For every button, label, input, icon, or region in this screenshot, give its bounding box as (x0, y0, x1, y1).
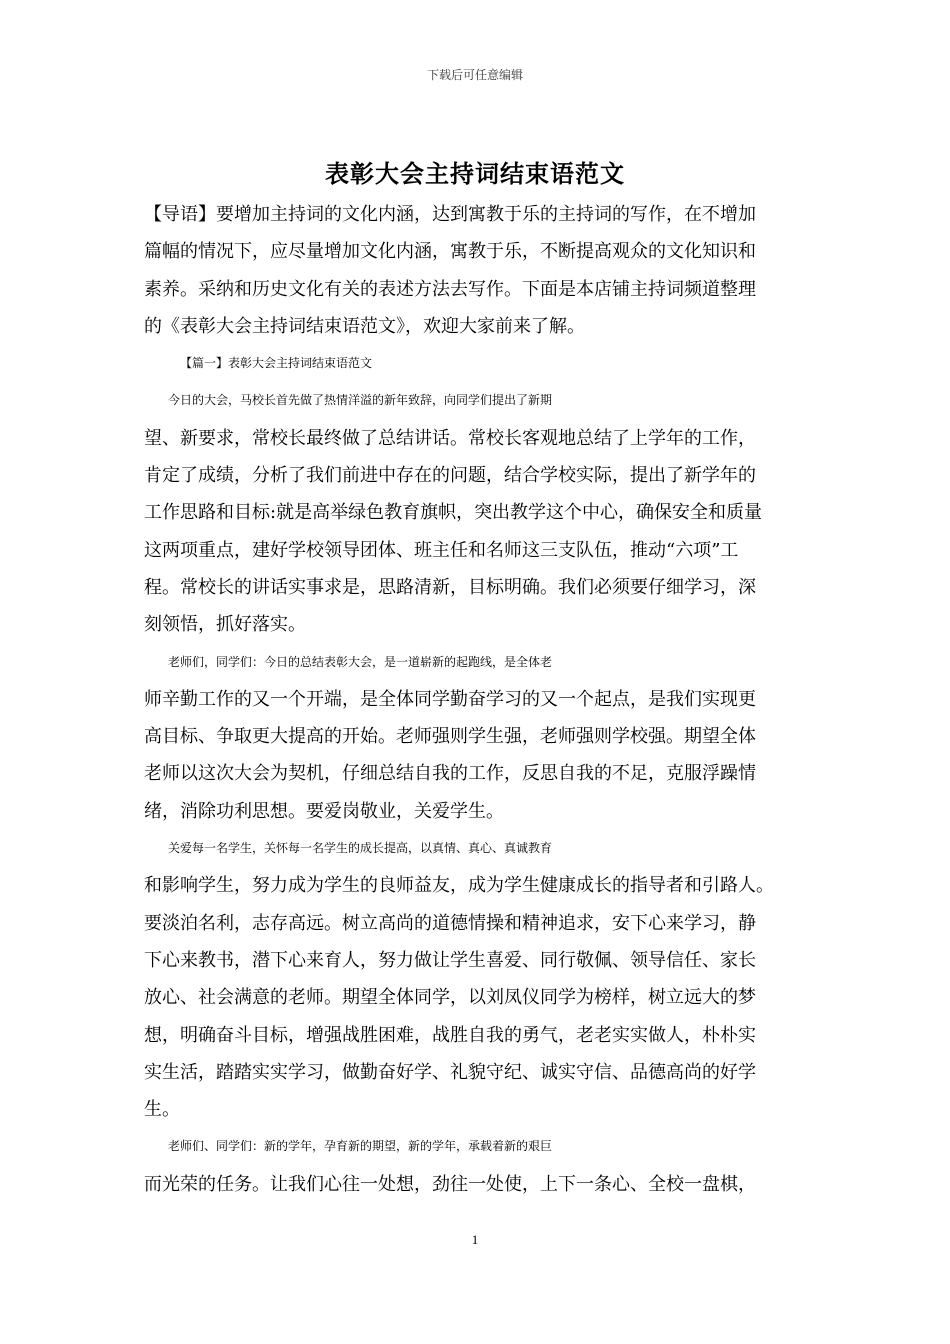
document-body (144, 196, 814, 1203)
text-line: 刻领悟，抓好落实。 (144, 614, 306, 636)
paragraph (144, 382, 814, 643)
text-line: 下心来教书，潜下心来育人，努力做让学生喜爱、同行敬佩、领导信任、家长 (144, 949, 756, 971)
text-line: 想，明确奋斗目标，增强战胜困难，战胜自我的勇气，老老实实做人，朴朴实 (144, 1024, 756, 1046)
text-line: 实生活，踏踏实实学习，做勤奋好学、礼貌守纪、诚实守信、品德高尚的好学 (144, 1061, 756, 1083)
paragraph (144, 1128, 814, 1203)
text-line: 工作思路和目标:就是高举绿色教育旗帜，突出教学这个中心，确保安全和质量 (144, 502, 763, 524)
text-line: 素养。采纳和历史文化有关的表述方法去写作。下面是本店铺主持词频道整理 (144, 278, 756, 300)
paragraph (144, 644, 814, 830)
text-line: 生。 (144, 1099, 180, 1121)
header-note: 下载后可任意编辑 (426, 68, 523, 82)
text-line: 程。常校长的讲话实事求是，思路清新，目标明确。我们必须要仔细学习，深 (144, 576, 756, 598)
text-line: 和影响学生，努力成为学生的良师益友，成为学生健康成长的指导者和引路人。 (144, 875, 774, 897)
text-line: 而光荣的任务。让我们心往一处想，劲往一处使，上下一条心、全校一盘棋， (144, 1173, 756, 1195)
text-line: 放心、社会满意的老师。期望全体同学，以刘凤仪同学为榜样，树立远大的梦 (144, 987, 756, 1009)
text-line: 关爱每一名学生，关怀每一名学生的成长提高，以真情、真心、真诚教育 (168, 841, 553, 856)
text-line: 绪，消除功利思想。要爱岗敬业，关爱学生。 (144, 800, 504, 822)
document-title: 表彰大会主持词结束语范文 (325, 159, 625, 188)
paragraph (144, 830, 814, 1128)
text-line: 望、新要求，常校长最终做了总结讲话。常校长客观地总结了上学年的工作， (144, 427, 756, 449)
paragraph-intro (144, 196, 814, 345)
text-line: 肯定了成绩，分析了我们前进中存在的问题，结合学校实际，提出了新学年的 (144, 465, 756, 487)
text-line: 师辛勤工作的又一个开端，是全体同学勤奋学习的又一个起点，是我们实现更 (144, 688, 756, 710)
page-number: 1 (471, 1232, 479, 1247)
text-line: 这两项重点，建好学校领导团体、班主任和名师这三支队伍，推动“六项”工 (144, 539, 739, 561)
text-line: 【篇一】表彰大会主持词结束语范文 (180, 356, 373, 371)
section-heading (144, 345, 814, 382)
text-line: 老师们，同学们：今日的总结表彰大会，是一道崭新的起跑线，是全体老 (168, 654, 553, 669)
text-line: 今日的大会，马校长首先做了热情洋溢的新年致辞，向同学们提出了新期 (168, 393, 553, 408)
text-line: 高目标、争取更大提高的开始。老师强则学生强，老师强则学校强。期望全体 (144, 726, 756, 748)
text-line: 要淡泊名利，志存高远。树立高尚的道德情操和精神追求，安下心来学习，静 (144, 912, 756, 934)
text-line: 【导语】要增加主持词的文化内涵，达到寓教于乐的主持词的写作，在不增加 (144, 204, 756, 225)
text-line: 的《表彰大会主持词结束语范文》，欢迎大家前来了解。 (144, 315, 585, 337)
text-line: 老师以这次大会为契机，仔细总结自我的工作，反思自我的不足，克服浮躁情 (144, 763, 756, 785)
text-line: 篇幅的情况下，应尽量增加文化内涵，寓教于乐，不断提高观众的文化知识和 (144, 241, 756, 263)
text-line: 老师们、同学们：新的学年，孕育新的期望，新的学年，承载着新的艰巨 (168, 1139, 553, 1154)
